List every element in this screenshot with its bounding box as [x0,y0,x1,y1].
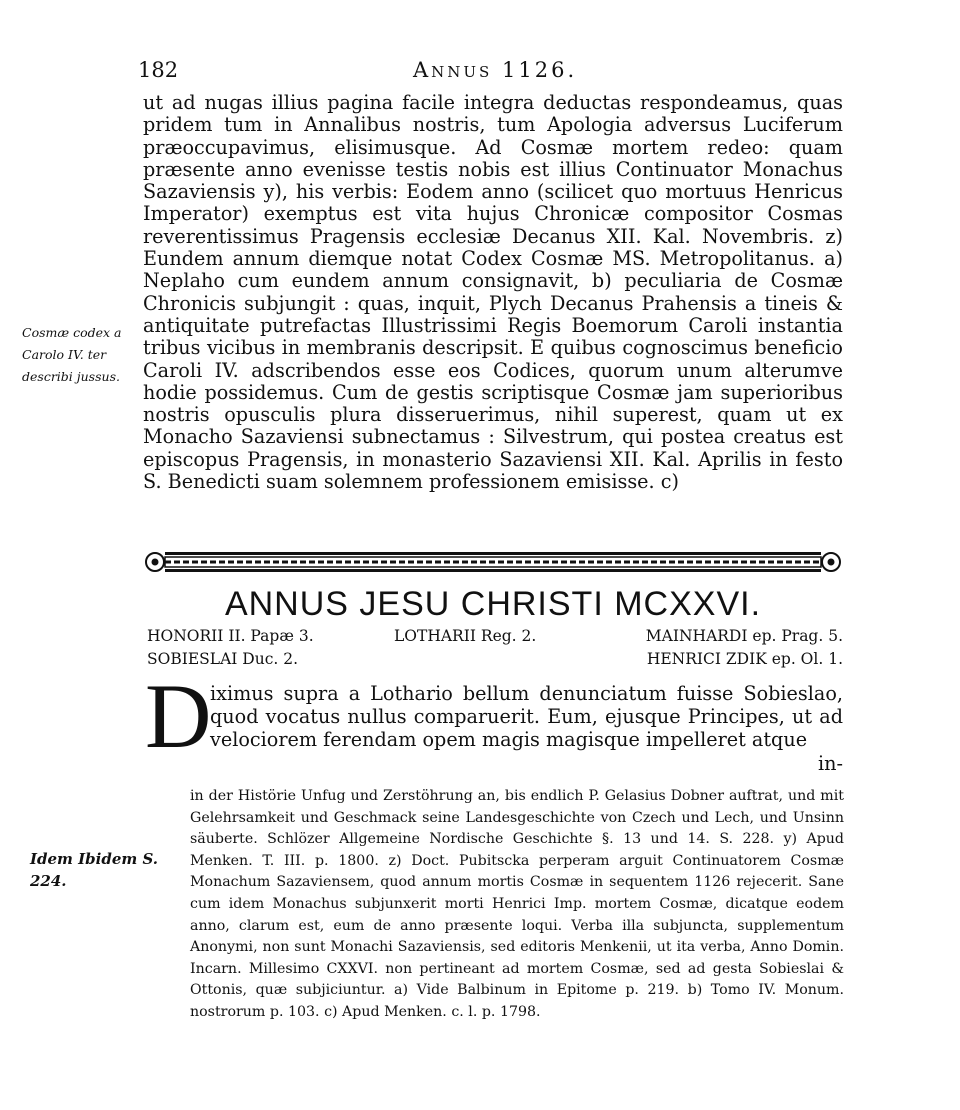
rulers-row [143,650,843,673]
ruler-entry: HENRICI ZDIK ep. Ol. 1. [646,650,843,668]
ruler-entry: HONORII II. Papæ 3. [147,627,314,645]
ornamental-divider [143,548,843,576]
running-title: Annus 1126. [413,58,578,82]
page-number: 182 [138,58,179,82]
ruler-entry: LOTHARII Reg. 2. [394,627,537,645]
footnote-margin-note: Idem Ibidem S. 224. [30,850,158,890]
opening-continuation: in- [818,752,843,775]
page-header [138,58,843,88]
ruler-entry: SOBIESLAI Duc. 2. [147,650,299,668]
rulers-row [143,627,843,650]
footnotes: in der Histörie Unfug und Zerstöhrung an, bis endlich P. Gelasius Dobner auftrat, und mit Gelehrsamkeit und Geschmack seine Landesgeschichte von Czech und Lech, und Unsinn säuberte. Schlözer Allgemeine Nordische Geschichte §. 13 und 14. S. 228. y) Apud Menken. T. III. p. 1800. z) Doct. Pubitscka perperam arguit Continuatorem Cosmæ Monachum Sazaviensem, quod annum mortis Cosmæ in sequentem 1126 rejecerit. Sane cum idem Monachus subjunxerit morti Henrici Imp. mortem Cosmæ, dicatque eodem anno, clarum est, eum de anno præsente loqui. Verba illa subjuncta, supplementum Anonymi, non sunt Monachi Sazaviensis, sed editoris Menkenii, ut ita verba, Anno Domin. Incarn. Millesimo CXXVI. non pertineant ad mortem Cosmæ, sed ad gesta Sobieslai & Ottonis, quæ subjiciuntur. a) Vide Balbinum in Epitome p. 219. b) Tomo IV. Monum. nostrorum p. 103. c) Apud Menken. c. l. p. 1798. [190,788,844,1020]
drop-cap: D [145,665,212,767]
margin-note: Cosmæ codex a Carolo IV. ter describi jussus. [22,325,122,384]
ruler-entry: MAINHARDI ep. Prag. 5. [645,627,843,645]
opening-paragraph: iximus supra a Lothario bellum denunciatum fuisse Sobieslao, quod vocatus nullus comparuerit. Eum, ejusque Principes, ut ad velociorem ferendam opem magis magisque impelleret atque [210,682,843,751]
rulers-table [143,627,843,673]
section-title: ANNUS JESU CHRISTI MCXXVI. [224,585,762,623]
body-paragraph: ut ad nugas illius pagina facile integra deductas respondeamus, quas pridem tum in Annalibus nostris, tum Apologia adversus Luciferum præoccupavimus, elisimusque. Ad Cosmæ mortem redeo: quam præsente anno evenisse testis nobis est illius Continuator Monachus Sazaviensis y), his verbis: Eodem anno (scilicet quo mortuus Henricus Imperator) exemptus est vita hujus Chronicæ compositor Cosmas reverentissimus Pragensis ecclesiæ Decanus XII. Kal. Novembris. z) Eundem annum diemque notat Codex Cosmæ MS. Metropolitanus. a) Neplaho cum eundem annum consignavit, b) peculiaria de Cosmæ Chronicis subjungit : quas, inquit, Plych Decanus Prahensis a tineis & antiquitate putrefactas Illustrissimi Regis Boemorum Caroli instantia tribus vicibus in membranis descripsit. E quibus cognoscimus beneficio Caroli IV. adscribendos esse eos Codices, quorum unum alterumve hodie possidemus. Cum de gestis scriptisque Cosmæ jam superioribus nostris opusculis plura disseruerimus, nihil superest, quam ut ex Monacho Sazaviensi subnectamus : Silvestrum, qui postea creatus est episcopus Pragensis, in monasterio Sazaviensi XII. Kal. Aprilis in festo S. Benedicti suam solemnem professionem emisisse. c) [143,91,843,494]
